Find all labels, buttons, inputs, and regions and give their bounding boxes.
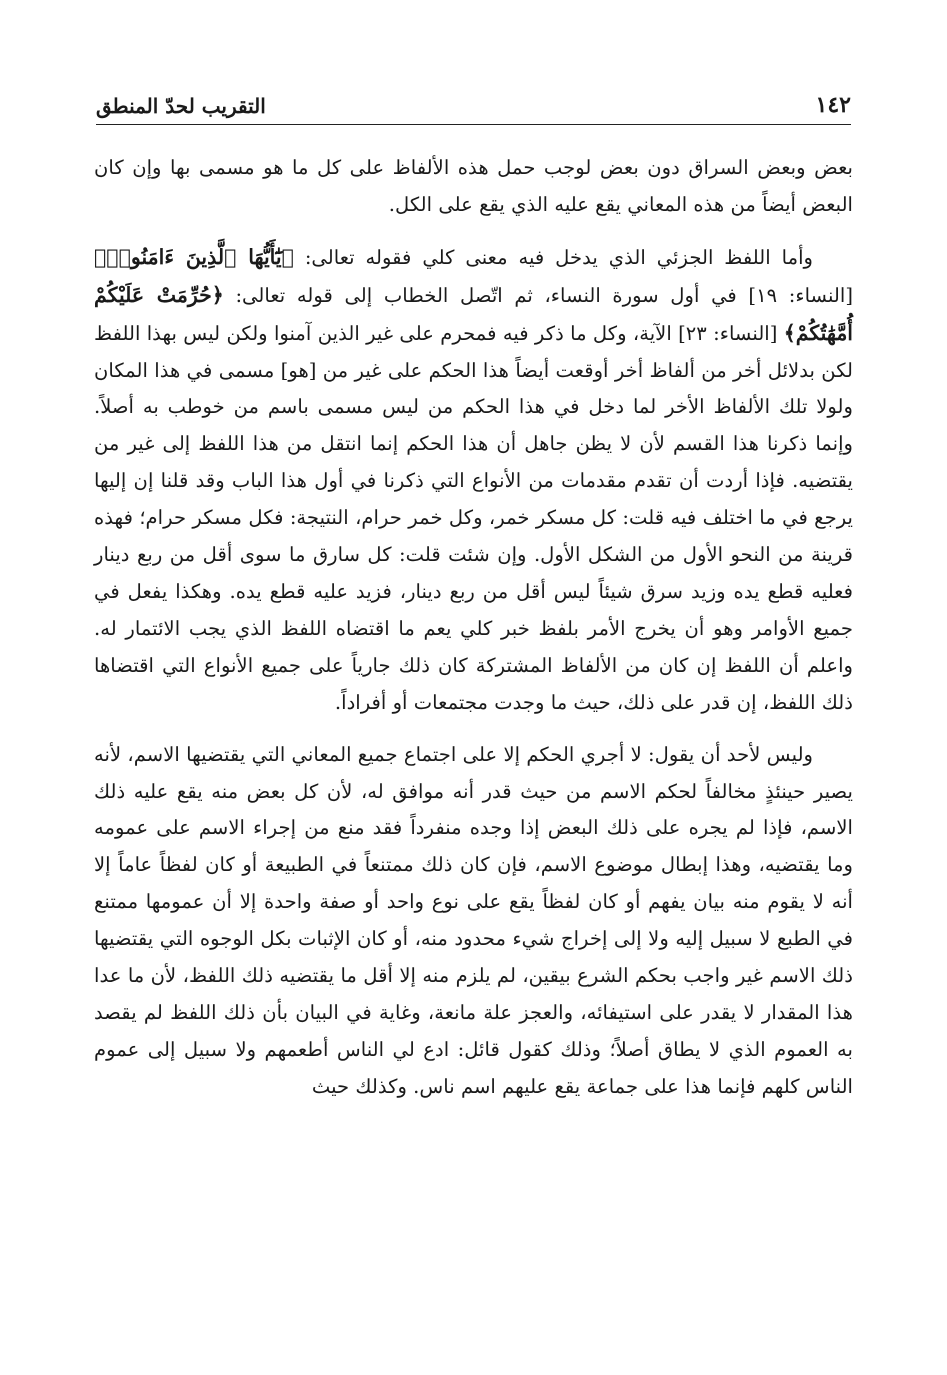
page-header (96, 84, 851, 125)
page-number: ١٤٢ (815, 92, 851, 118)
paragraph-2-part-2: [النساء: ١٩] في أول سورة النساء، ثم اتّصل الخطاب إلى قوله تعالى: (223, 283, 853, 307)
body-text (94, 150, 853, 1106)
paragraph-2-part-3: [النساء: ٢٣] الآية، وكل ما ذكر فيه فمحرم على غير الذين آمنوا ولكن ليس بهذا اللفظ لكن بدلائل أخر من ألفاظ أخر أوقعت أيضاً هذا الحكم على غير من [هو] مسمى في هذا المكان ولولا تلك الألفاظ الأخر لما دخل في هذا الحكم من ليس مسمى باسم من خوطب به أصلاً. وإنما ذكرنا هذا القسم لأن لا يظن جاهل أن هذا الحكم إنما انتقل من هذا اللفظ إلى غير من يقتضيه. فإذا أردت أن تقدم مقدمات من الأنواع التي ذكرنا في أول هذا الباب وقد قلنا إن إليها يرجع في ما اختلف فيه قلت: كل مسكر خمر، وكل خمر حرام، النتيجة: فكل مسكر حرام؛ فهذه قرينة من النحو الأول من الشكل الأول. وإن شئت قلت: كل سارق ما سوى أقل من ربع دينار فعليه قطع يده وزيد سرق شيئاً ليس أقل من ربع دينار، فزيد عليه قطع يده. وهكذا يفعل في جميع الأوامر وهو أن يخرج الأمر بلفظ خبر كلي يعم ما اقتضاه اللفظ الذي يجب الائتمار له. واعلم أن اللفظ إن كان من الألفاظ المشتركة كان ذلك جارياً على جميع الأنواع التي اقتضاها ذلك اللفظ، إن قدر على ذلك، حيث ما وجدت مجتمعات أو أفراداً. (94, 321, 853, 714)
paragraph-2 (94, 239, 853, 722)
paragraph-3: وليس لأحد أن يقول: لا أجري الحكم إلا على اجتماع جميع المعاني التي يقتضيها الاسم، لأنه يصير حينئذٍ مخالفاً لحكم الاسم من حيث قدر أنه موافق له، لأن كل بعض منه يقع عليه ذلك الاسم، فإذا لم يجره على ذلك البعض إذا وجده منفرداً فقد منع من إجراء الاسم على عمومه وما يقتضيه، وهذا إبطال موضوع الاسم، فإن كان ذلك ممتنعاً في الطبيعة أو كان لفظاً عاماً إلا أنه لا يقوم منه بيان يفهم أو كان لفظاً يقع على نوع واحد أو صفة واحدة إلا أن عمومها ممتنع في الطبع لا سبيل إليه ولا إلى إخراج شيء محدود منه، أو كان الإثبات بكل الوجوه التي يقتضيها ذلك الاسم غير واجب بحكم الشرع بيقين، لم يلزم منه إلا أقل ما يقتضيه ذلك اللفظ، لأن ما عدا هذا المقدار لا يقدر على استيفائه، والعجز علة مانعة، وغاية في البيان بأن ذلك اللفظ لم يقصد به العموم الذي لا يطاق أصلاً؛ وذلك كقول قائل: ادع لي الناس أطعمهم ولا سبيل إلى عموم الناس كلهم فإنما هذا على جماعة يقع عليهم اسم ناس. وكذلك حيث (94, 742, 853, 1098)
paragraph-1: بعض وبعض السراق دون بعض لوجب حمل هذه الألفاظ على كل ما هو مسمى بها وإن كان البعض أيضاً من هذه المعاني يقع عليه الذي يقع على الكل. (94, 156, 853, 216)
quran-quote-1: ﴿يَٰٓأَيُّهَا ٱلَّذِينَ ءَامَنُوا۟﴾ (94, 244, 294, 269)
running-title: التقريب لحدّ المنطق (96, 94, 266, 118)
paragraph-2-part-1: وأما اللفظ الجزئي الذي يدخل فيه معنى كلي فقوله تعالى: (293, 245, 813, 269)
quran-quote-2: ﴿حُرِّمَتْ عَلَيْكُمْ أُمَّهَٰتُكُمْ﴾ (94, 282, 853, 345)
